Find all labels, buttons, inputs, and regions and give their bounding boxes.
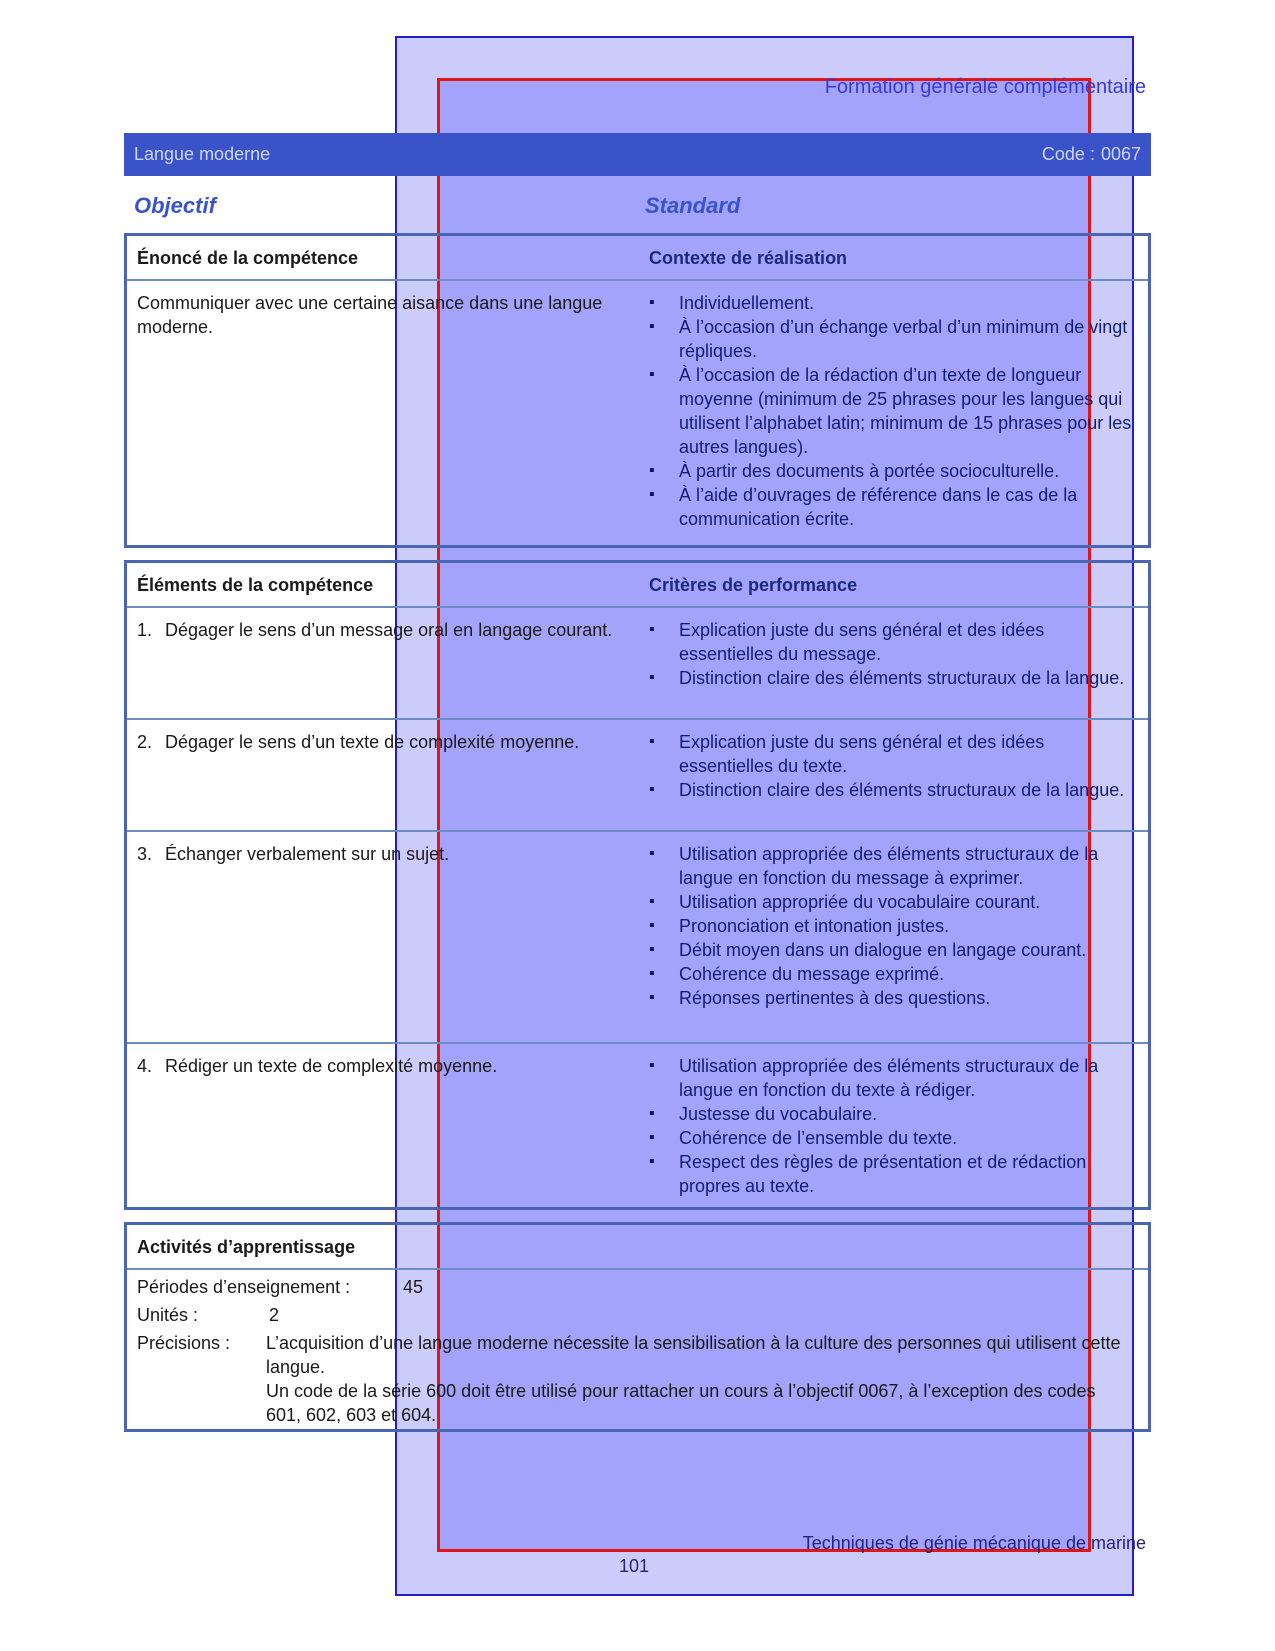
list-item: ▪ Individuellement.	[649, 291, 1139, 315]
context-list	[649, 291, 1139, 531]
list-item: ▪ Réponses pertinentes à des questions.	[649, 986, 1139, 1010]
precisions-label: Précisions :	[137, 1333, 231, 1353]
periods-label: Périodes d’enseignement :	[137, 1277, 351, 1297]
competence-header	[127, 236, 1148, 281]
banner-title: Langue moderne	[134, 144, 271, 164]
table-row	[127, 1044, 1148, 1204]
criteria-list	[649, 618, 1139, 690]
activities-header	[127, 1225, 1148, 1270]
list-item: ▪ Explication juste du sens général et des idées essentielles du texte.	[649, 730, 1139, 778]
objective-row	[134, 193, 1141, 219]
list-item: ▪ Utilisation appropriée des éléments structuraux de la langue en fonction du texte à rédiger.	[649, 1054, 1139, 1102]
element-text: 1. Dégager le sens d’un message oral en langage courant.	[137, 620, 613, 640]
criteria-heading: Critères de performance	[649, 575, 858, 595]
list-item: ▪ À l’aide d’ouvrages de référence dans le cas de la communication écrite.	[649, 483, 1139, 531]
list-item: ▪ Distinction claire des éléments structuraux de la langue.	[649, 778, 1139, 802]
criteria-list	[649, 842, 1139, 1010]
element-text: 2. Dégager le sens d’un texte de complexité moyenne.	[137, 732, 580, 752]
list-item: ▪ À l’occasion d’un échange verbal d’un minimum de vingt répliques.	[649, 315, 1139, 363]
context-heading: Contexte de réalisation	[649, 248, 848, 268]
list-item: ▪ Justesse du vocabulaire.	[649, 1102, 1139, 1126]
list-item: ▪ Utilisation appropriée des éléments structuraux de la langue en fonction du message à exprimer.	[649, 842, 1139, 890]
list-item: ▪ À l’occasion de la rédaction d’un texte de longueur moyenne (minimum de 25 phrases pour les langues qui utilisent l’alphabet latin; minimum de 15 phrases pour les autres langues).	[649, 363, 1139, 459]
list-item: ▪ Débit moyen dans un dialogue en langage courant.	[649, 938, 1139, 962]
code-value: 0067	[1100, 144, 1141, 164]
code-group	[1042, 144, 1141, 165]
list-item: ▪ Explication juste du sens général et des idées essentielles du message.	[649, 618, 1139, 666]
elements-heading: Éléments de la compétence	[137, 575, 374, 595]
footer-program: Techniques de génie mécanique de marine	[802, 1533, 1146, 1553]
standard-heading: Standard	[645, 193, 741, 218]
element-text: 4. Rédiger un texte de complexité moyenne.	[137, 1056, 498, 1076]
criteria-list	[649, 730, 1139, 802]
periods-value: 45	[403, 1277, 424, 1297]
units-value: 2	[269, 1305, 280, 1325]
list-item: ▪ Utilisation appropriée du vocabulaire courant.	[649, 890, 1139, 914]
activities-body	[127, 1270, 1148, 1431]
document-page	[124, 0, 1151, 1651]
criteria-list	[649, 1054, 1139, 1198]
list-item: ▪ Distinction claire des éléments structuraux de la langue.	[649, 666, 1139, 690]
list-item: ▪ Cohérence de l’ensemble du texte.	[649, 1126, 1139, 1150]
table-row	[127, 720, 1148, 832]
running-head: Formation générale complémentaire	[824, 76, 1146, 98]
activities-heading: Activités d’apprentissage	[137, 1237, 356, 1257]
units-label: Unités :	[137, 1305, 199, 1325]
list-item: ▪ À partir des documents à portée socioculturelle.	[649, 459, 1139, 483]
table-row	[127, 608, 1148, 720]
precisions-text	[266, 1331, 1126, 1427]
precision-paragraph: L’acquisition d’une langue moderne nécessite la sensibilisation à la culture des personnes qui utilisent cette langue.	[266, 1333, 1121, 1377]
code-label: Code :	[1041, 144, 1095, 164]
element-text: 3. Échanger verbalement sur un sujet.	[137, 844, 450, 864]
objective-heading: Objectif	[134, 193, 216, 218]
list-item: ▪ Respect des règles de présentation et de rédaction propres au texte.	[649, 1150, 1139, 1198]
table-row	[127, 832, 1148, 1044]
page-number: 101	[619, 1556, 650, 1576]
competence-statement-heading: Énoncé de la compétence	[137, 248, 359, 268]
competence-row	[127, 281, 1148, 543]
elements-header	[127, 563, 1148, 608]
course-banner	[124, 133, 1151, 176]
list-item: ▪ Cohérence du message exprimé.	[649, 962, 1139, 986]
elements-box	[124, 560, 1151, 1210]
activities-box	[124, 1222, 1151, 1432]
list-item: ▪ Prononciation et intonation justes.	[649, 914, 1139, 938]
competence-box	[124, 233, 1151, 548]
competence-statement: Communiquer avec une certaine aisance dans une langue moderne.	[137, 293, 603, 337]
precision-paragraph: Un code de la série 600 doit être utilisé pour rattacher un cours à l’objectif 0067, à l’exception des codes 601, 602, 603 et 604.	[266, 1381, 1096, 1425]
